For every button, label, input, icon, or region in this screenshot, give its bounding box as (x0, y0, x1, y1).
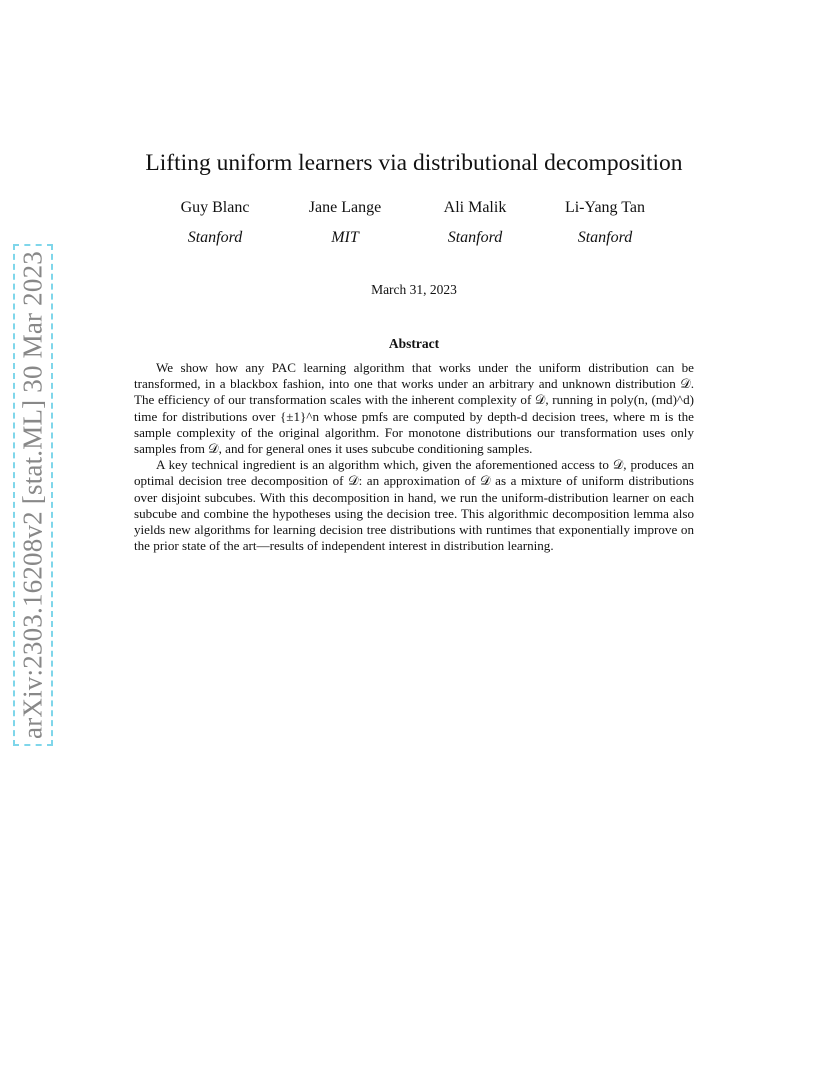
arxiv-stamp (13, 244, 53, 746)
abstract-paragraph: We show how any PAC learning algorithm that works under the uniform distribution can be transformed, in a blackbox fashion, into one that works under an arbitrary and unknown distribution 𝒟. The efficiency of our transformation scales with the inherent complexity of 𝒟, running in poly(n, (md)^d) time for distributions over {±1}^n whose pmfs are computed by depth-d decision trees, where m is the sample complexity of the original algorithm. For monotone distributions our transformation uses only samples from 𝒟, and for general ones it uses subcube conditioning samples. (134, 360, 694, 457)
author-list (150, 198, 670, 248)
author-name: Guy Blanc (180, 199, 250, 216)
abstract-body (134, 360, 694, 554)
abstract-heading: Abstract (388, 336, 440, 351)
abstract-paragraph: A key technical ingredient is an algorithm which, given the aforementioned access to 𝒟, produces an optimal decision tree decomposition of 𝒟: an approximation of 𝒟 as a mixture of uniform distributions over disjoint subcubes. With this decomposition in hand, we run the uniform-distribution learner on each subcube and combine the hypotheses using the decision tree. This algorithmic decomposition lemma also yields new algorithms for learning decision tree distributions with runtimes that exponentially improve on the prior state of the art—results of independent interest in distribution learning. (134, 457, 694, 554)
paper-title: Lifting uniform learners via distributional decomposition (145, 150, 683, 176)
author-affiliation: Stanford (187, 229, 243, 246)
author-affiliation: Stanford (447, 229, 503, 246)
author (540, 198, 670, 248)
author (410, 198, 540, 248)
paper-date: March 31, 2023 (371, 282, 457, 297)
author-affiliation: MIT (331, 229, 359, 246)
author (280, 198, 410, 248)
author-name: Ali Malik (443, 199, 507, 216)
author-affiliation: Stanford (577, 229, 633, 246)
arxiv-stamp-text: arXiv:2303.16208v2 [stat.ML] 30 Mar 2023 (17, 251, 48, 739)
author-name: Jane Lange (308, 199, 382, 216)
author (150, 198, 280, 248)
author-name: Li-Yang Tan (564, 199, 646, 216)
